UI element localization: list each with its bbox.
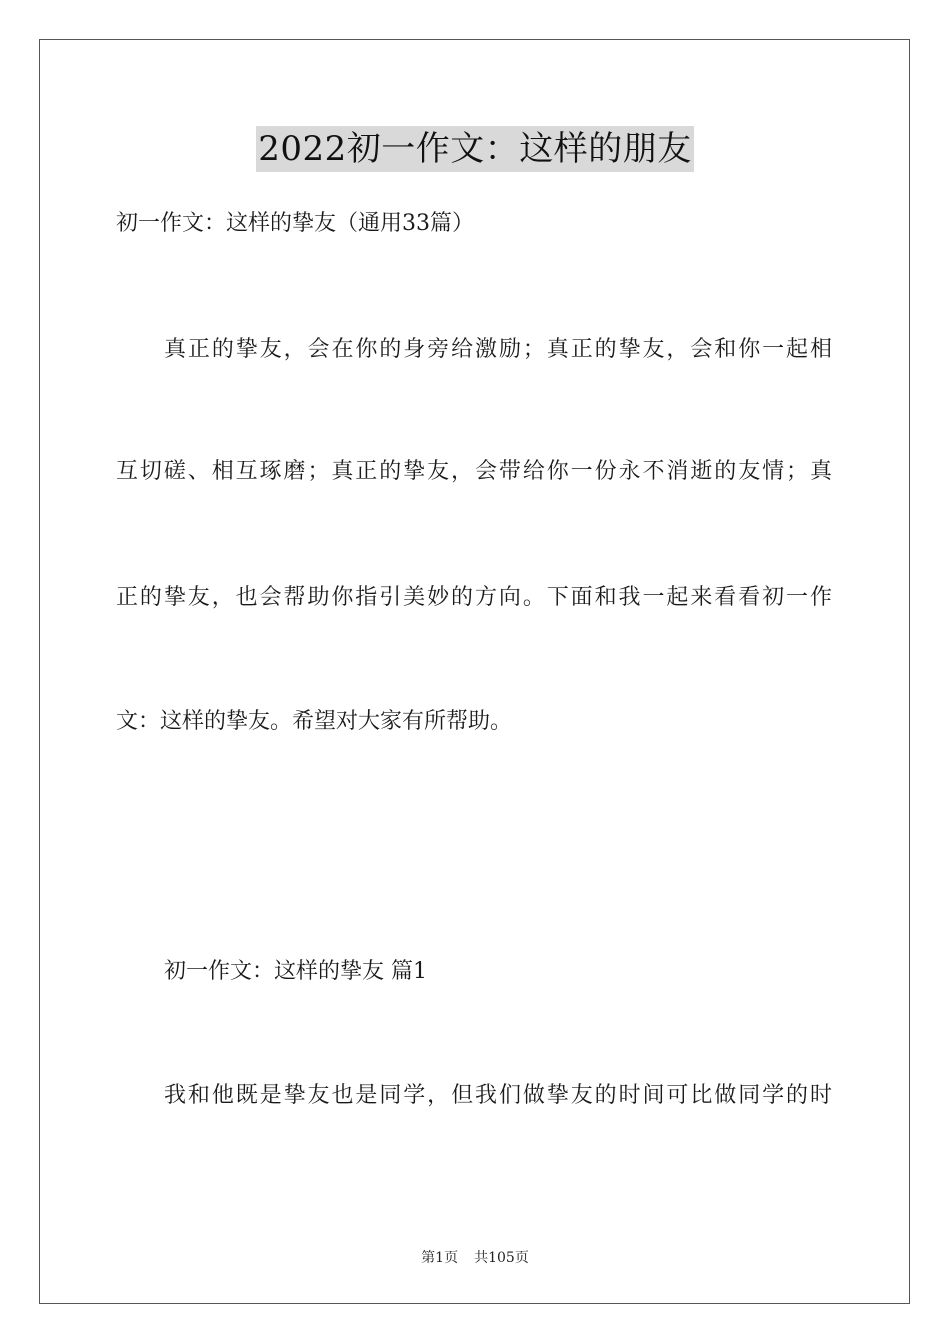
section-heading: 初一作文：这样的挚友 篇1	[164, 959, 427, 984]
intro-line-4: 文：这样的挚友。希望对大家有所帮助。	[116, 709, 513, 734]
intro-line-3: 正的挚友，也会帮助你指引美妙的方向。下面和我一起来看看初一作	[116, 585, 832, 610]
section-first-line: 我和他既是挚友也是同学，但我们做挚友的时间可比做同学的时	[164, 1083, 832, 1108]
document-title: 2022初一作文：这样的朋友	[256, 126, 694, 172]
intro-line-2: 互切磋、相互琢磨；真正的挚友，会带给你一份永不消逝的友情；真	[116, 459, 832, 484]
page-footer	[0, 1247, 950, 1267]
document-subtitle: 初一作文：这样的挚友（通用33篇）	[116, 211, 474, 236]
intro-line-1: 真正的挚友，会在你的身旁给激励；真正的挚友，会和你一起相	[164, 337, 832, 362]
title-container	[0, 126, 950, 172]
total-pages: 共105页	[474, 1250, 529, 1266]
page-number: 第1页	[421, 1250, 459, 1266]
